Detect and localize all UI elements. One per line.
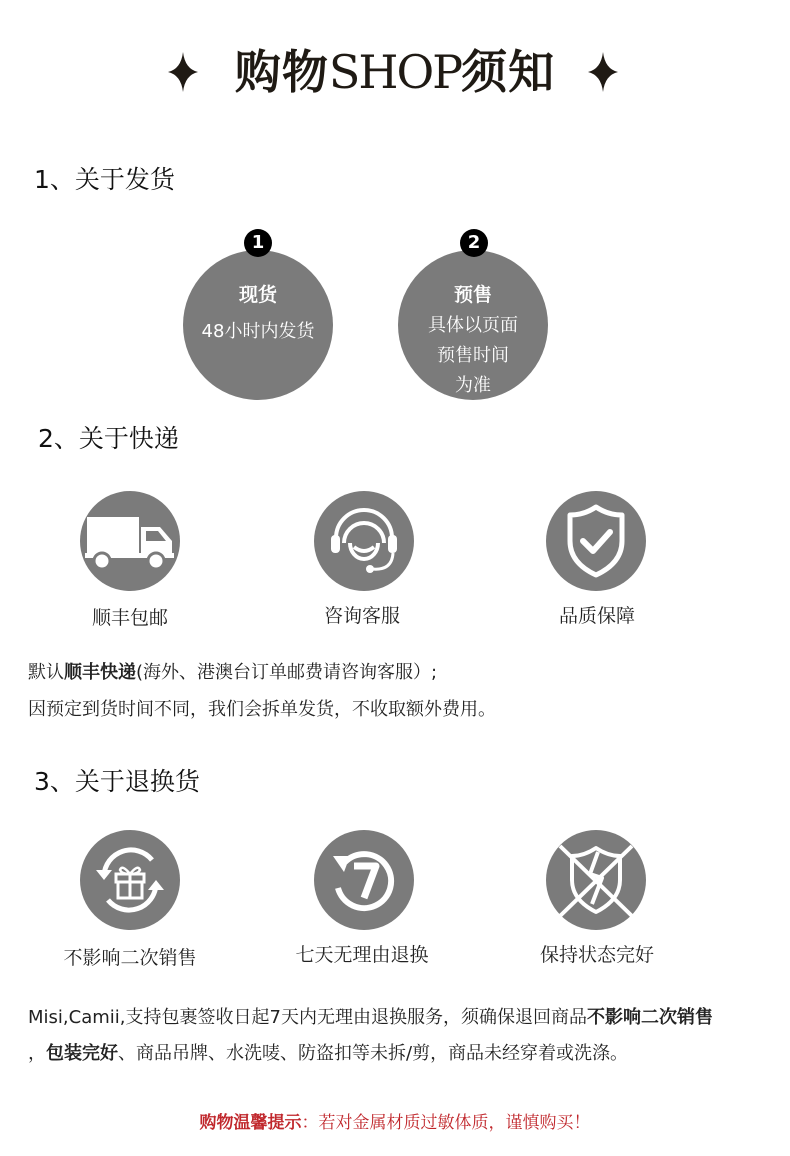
return-pre2: ， (28, 1043, 46, 1064)
section2-heading: 2、关于快递 (38, 424, 179, 453)
shopping-tip (0, 1108, 790, 1133)
presale-line: 具体以页面 (428, 315, 518, 336)
return-note-line2 (28, 1036, 628, 1072)
note-post: (海外、港澳台订单邮费请咨询客服）; (136, 662, 438, 683)
page-title (0, 36, 790, 102)
damaged-shield-icon (546, 830, 646, 930)
return-note-line1 (28, 1000, 713, 1036)
stock-circle (183, 250, 333, 400)
customer-service-headset-icon (314, 491, 414, 591)
tip-text: ：若对金属材质过敏体质，谨慎购买！ (301, 1113, 591, 1133)
presale-line: 为准 (455, 375, 491, 396)
tip-bold: 购物温馨提示 (199, 1113, 302, 1133)
return-post2: 、商品吊牌、水洗唛、防盗扣等未拆/剪，商品未经穿着或洗涤。 (118, 1043, 629, 1064)
title-shop: SHOP (328, 45, 462, 99)
caption-consult: 咨询客服 (323, 605, 400, 627)
caption-good-condition: 保持状态完好 (539, 944, 654, 966)
star-right-icon (588, 52, 618, 96)
caption-shunfeng: 顺丰包邮 (91, 607, 168, 629)
badge-two: 2 (460, 229, 488, 257)
caption-no-resale-impact: 不影响二次销售 (63, 947, 197, 969)
shipping-note-line1 (28, 655, 437, 691)
delivery-truck-icon (80, 491, 180, 591)
note-bold: 顺丰快递 (64, 662, 136, 683)
return-pre: Misi,Camii,支持包裹签收日起7天内无理由退换服务，须确保退回商品 (28, 1007, 587, 1028)
note-pre: 默认 (28, 662, 64, 683)
caption-seven-day: 七天无理由退换 (295, 944, 429, 966)
shield-check-icon (546, 491, 646, 591)
gift-exchange-icon (80, 830, 180, 930)
shipping-note-line2: 因预定到货时间不同，我们会拆单发货，不收取额外费用。 (28, 699, 496, 720)
presale-circle (398, 250, 548, 400)
return-bold2: 包装完好 (46, 1043, 118, 1064)
seven-day-return-icon (314, 830, 414, 930)
badge-one: 1 (244, 229, 272, 257)
section1-heading: 1、关于发货 (34, 165, 175, 194)
presale-line: 预售时间 (437, 345, 509, 366)
title-part1: 购物 (234, 45, 329, 99)
return-bold: 不影响二次销售 (586, 1007, 713, 1028)
presale-title: 预售 (453, 284, 492, 306)
caption-quality: 品质保障 (558, 605, 635, 627)
stock-line: 48小时内发货 (201, 321, 315, 342)
title-part2: 须知 (461, 45, 556, 99)
stock-title: 现货 (238, 284, 277, 306)
section3-heading: 3、关于退换货 (34, 767, 200, 796)
